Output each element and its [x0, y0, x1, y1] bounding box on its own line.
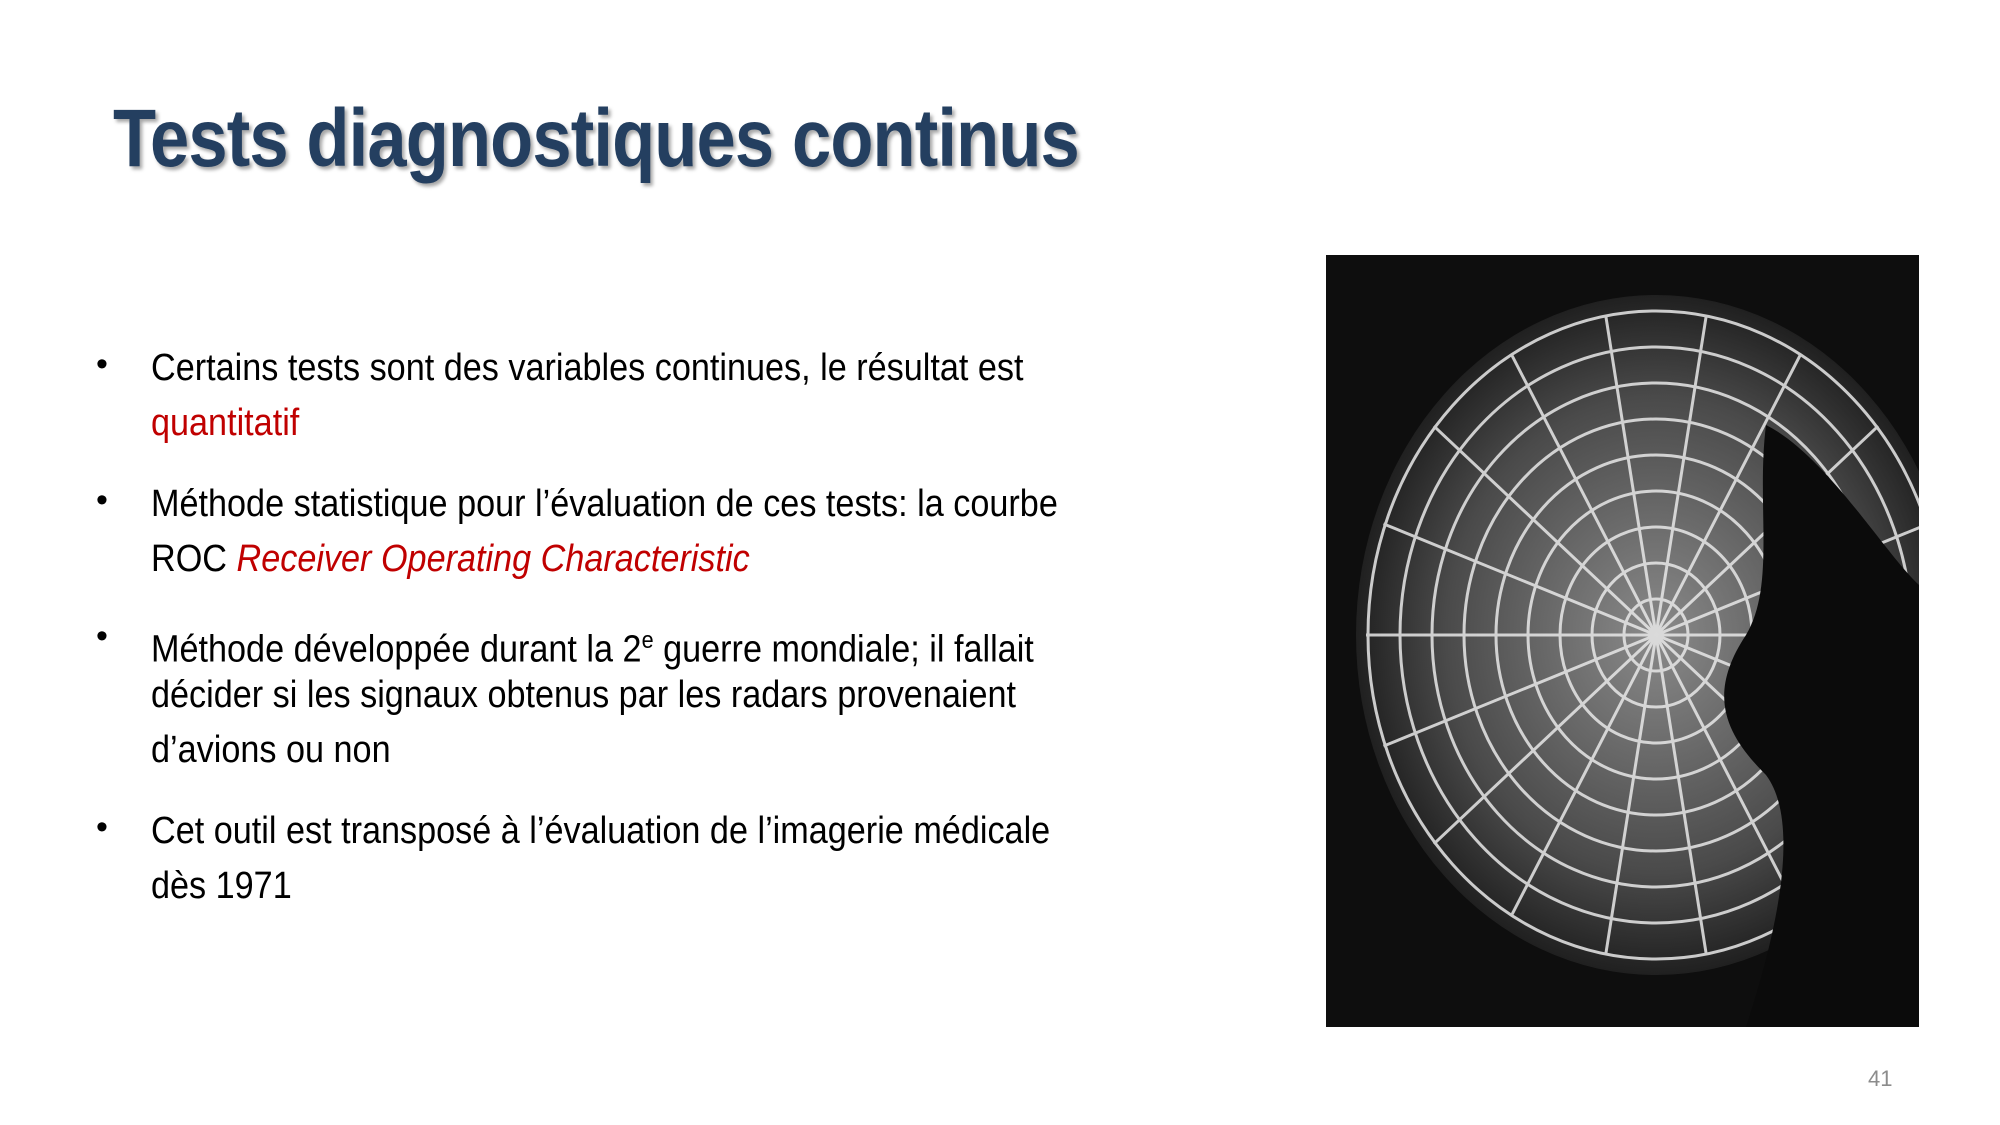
- bullet-marker: •: [96, 345, 108, 383]
- bullet-4-line-2: dès 1971: [151, 865, 292, 907]
- text: Méthode développée durant la 2: [151, 628, 642, 671]
- bullet-2-line-2: [151, 532, 750, 587]
- bullet-3-line-2: décider si les signaux obtenus par les radars provenaient: [151, 674, 1017, 716]
- bullet-marker: •: [96, 481, 108, 519]
- roc-definition: Receiver Operating Characteristic: [236, 538, 750, 580]
- bullet-marker: •: [96, 808, 108, 846]
- radar-photo: [1326, 255, 1919, 1027]
- bullet-2-line-1: Méthode statistique pour l’évaluation de ces tests: la courbe: [151, 483, 1058, 525]
- bullet-marker: •: [96, 617, 108, 655]
- text: guerre mondiale; il fallait: [653, 628, 1034, 671]
- bullet-3-line-3: d’avions ou non: [151, 729, 391, 771]
- bullet-1-highlight: quantitatif: [151, 402, 300, 444]
- slide-title: Tests diagnostiques continus: [113, 93, 1079, 184]
- page-number: 41: [1868, 1066, 1893, 1091]
- roc-text: ROC: [151, 538, 237, 580]
- bullet-1-line-1: Certains tests sont des variables continues, le résultat est: [151, 347, 1024, 389]
- superscript: e: [641, 627, 654, 654]
- bullet-4-line-1: Cet outil est transposé à l’évaluation de l’imagerie médicale: [151, 810, 1051, 852]
